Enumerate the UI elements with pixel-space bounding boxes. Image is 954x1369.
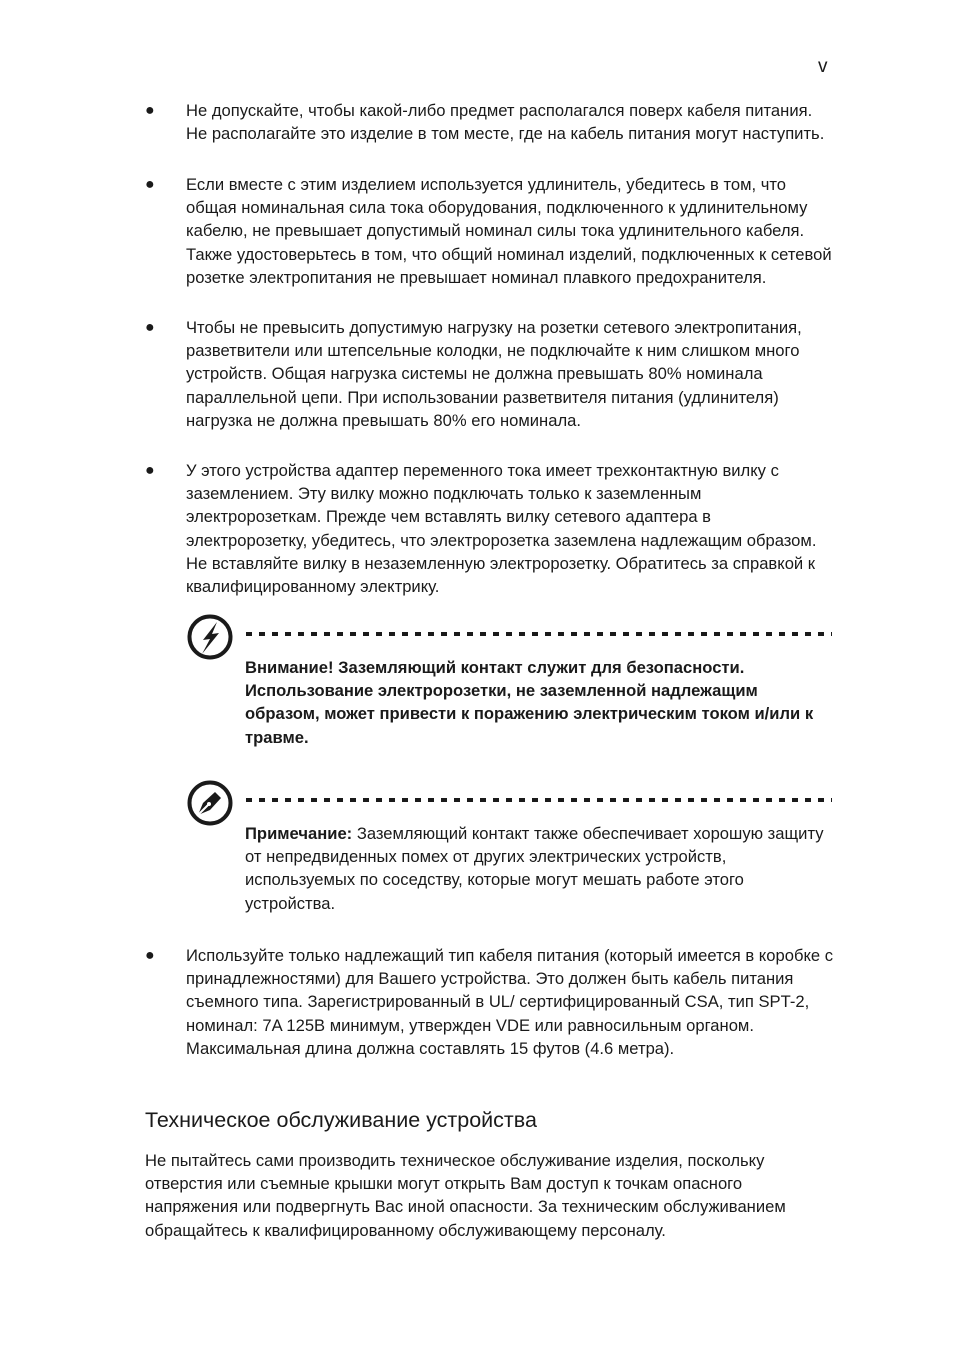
list-item [145,944,836,1060]
list-item [145,99,836,145]
list-item [145,459,836,598]
bullet-icon: ● [145,102,155,119]
list-item [145,173,836,289]
bullet-icon: ● [145,319,155,336]
list-item-text: Не допускайте, чтобы какой-либо предмет располагался поверх кабеля питания. Не располагайте это изделие в том месте, где на кабель питания могут наступить. [186,101,825,144]
bullet-icon: ● [145,176,155,193]
list-item-text: У этого устройства адаптер переменного тока имеет трехконтактную вилку с заземлением. Эту вилку можно подключать только к заземленным электророзеткам. Прежде чем вставлять вилку сетевого адаптера в электророзетку, убедитесь, что электророзетка заземлена надлежащим образом. Не вставляйте вилку в незаземленную электророзетку. Обратитесь за справкой к квалифицированному электрику. [186,461,817,597]
list-item-text: Если вместе с этим изделием используется удлинитель, убедитесь в том, что общая номинальная сила тока оборудования, подключенного к удлинительному кабелю, не превышает допустимый номинал силы тока удлинительного кабеля. Также удостоверьтесь в том, что общий номинал изделий, подключенных к сетевой розетке электропитания не превышает номинал плавкого предохранителя. [186,175,832,287]
bullet-icon: ● [145,947,155,964]
note-body: Заземляющий контакт также обеспечивает хорошую защиту от непредвиденных помех от других электрических устройств, используемых по соседству, которые могут мешать работе этого устройства. [245,824,824,913]
list-item-text: Чтобы не превысить допустимую нагрузку на розетки сетевого электропитания, разветвители или штепсельные колодки, не подключайте к ним слишком много устройств. Общая нагрузка системы не должна превышать 80% номинала параллельной цепи. При использовании разветвителя питания (удлинителя) нагрузка не должна превышать 80% его номинала. [186,318,802,430]
list-item [145,316,836,432]
pen-note-icon [186,779,234,827]
section-paragraph: Не пытайтесь сами производить техническое обслуживание изделия, поскольку отверстия или съемные крышки могут открыть Вам доступ к точкам опасного напряжения или подвергнуть Вас иной опасности. За техническим обслуживанием обращайтесь к квалифицированному обслуживающему персоналу. [145,1151,786,1240]
high-voltage-warning-icon [186,613,234,661]
note-label: Примечание: [245,824,353,843]
bullet-icon: ● [145,462,155,479]
dashed-divider [246,798,832,802]
page-number: v [818,56,828,77]
section-heading: Техническое обслуживание устройства [145,1108,537,1132]
dashed-divider [246,632,832,636]
note-text [245,822,835,915]
warning-text: Внимание! Заземляющий контакт служит для безопасности. Использование электророзетки, не заземленной надлежащим образом, может привести к поражению электрическим током и/или к травме. [245,658,814,747]
list-item-text: Используйте только надлежащий тип кабеля питания (который имеется в коробке с принадлежностями) для Вашего устройства. Это должен быть кабель питания съемного типа. Зарегистрированный в UL/ сертифицированный CSA, тип SPT-2, номинал: 7A 125B минимум, утвержден VDE или равносильным органом. Максимальная длина должна составлять 15 футов (4.6 метра). [186,946,834,1058]
